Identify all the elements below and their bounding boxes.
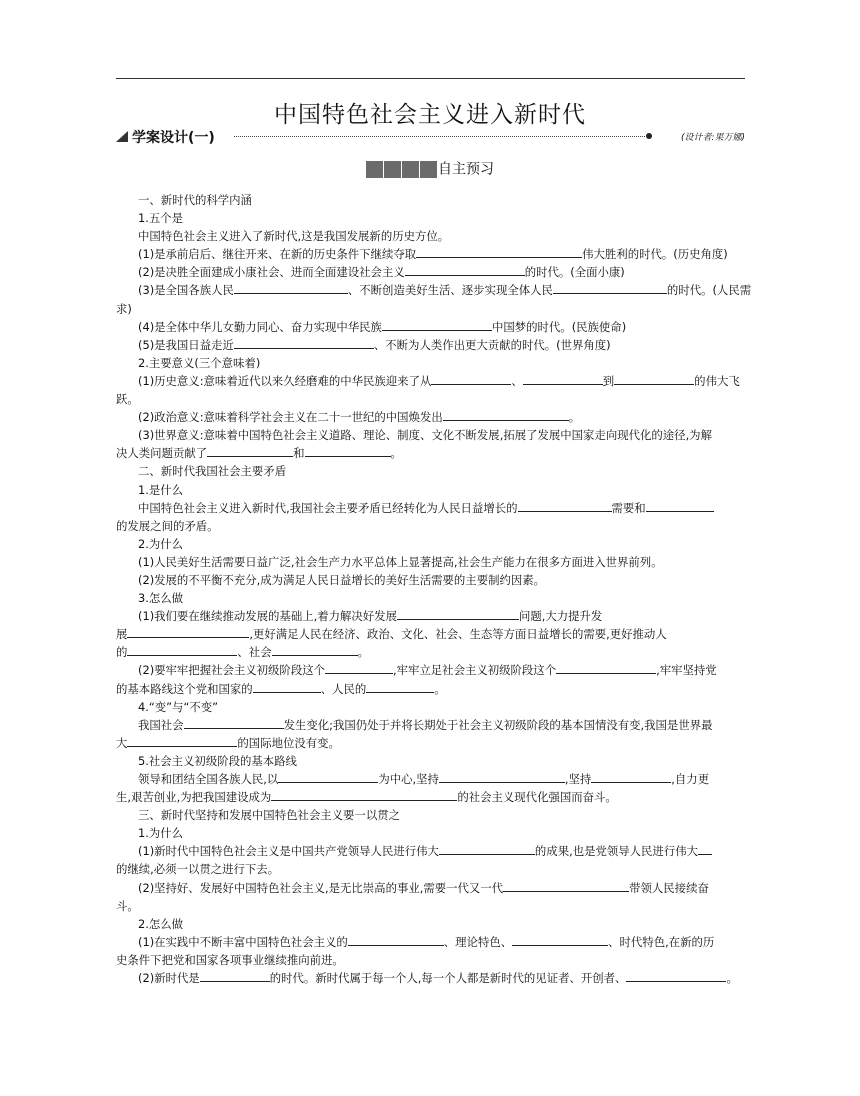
section-header-bar <box>116 128 745 146</box>
text-line <box>116 354 745 372</box>
answer-blank[interactable] <box>305 446 391 457</box>
line-text: 、不断为人类作出更大贡献的时代。(世界角度) <box>373 337 611 352</box>
answer-blank[interactable] <box>253 682 321 693</box>
line-text: 的基本路线这个党和国家的 <box>116 681 253 696</box>
text-line <box>116 879 745 897</box>
line-text: 二、新时代我国社会主要矛盾 <box>138 464 287 479</box>
line-text: 三、新时代坚持和发展中国特色社会主义要一以贯之 <box>138 808 400 823</box>
dot-end-icon <box>646 133 652 139</box>
block-icons <box>366 159 438 178</box>
line-text: (1)历史意义:意味着近代以来久经磨难的中华民族迎来了从 <box>138 373 432 388</box>
answer-blank[interactable] <box>518 501 612 512</box>
answer-blank[interactable] <box>278 772 378 783</box>
text-line <box>116 716 745 734</box>
text-line <box>116 318 745 336</box>
line-text: 的成果,也是党领导人民进行伟大 <box>534 844 698 859</box>
text-line <box>116 462 745 480</box>
text-line <box>116 227 745 245</box>
answer-blank[interactable] <box>271 790 457 801</box>
answer-blank[interactable] <box>553 283 667 294</box>
text-line <box>116 824 745 842</box>
answer-blank[interactable] <box>439 844 535 855</box>
answer-blank[interactable] <box>207 446 293 457</box>
answer-blank[interactable] <box>127 736 237 747</box>
text-line <box>116 806 745 824</box>
text-line <box>116 788 745 806</box>
top-rule <box>116 78 745 79</box>
line-text: ,自力更 <box>671 772 710 786</box>
text-line <box>116 426 745 444</box>
line-text: (2)要牢牢把握社会主义初级阶段这个 <box>138 663 325 678</box>
line-text: (1)新时代中国特色社会主义是中国共产党领导人民进行伟大 <box>138 844 439 859</box>
answer-blank[interactable] <box>272 645 358 656</box>
line-text: 中国特色社会主义进入新时代,我国社会主要矛盾已经转化为人民日益增长的 <box>138 500 518 515</box>
dotted-divider <box>234 136 645 137</box>
answer-blank[interactable] <box>382 320 492 331</box>
line-text: 的社会主义现代化强国而奋斗。 <box>457 790 617 805</box>
line-text: ,更好满足人民在经济、政治、文化、社会、生态等方面日益增长的需要,更好推动人 <box>249 627 667 642</box>
line-text: 。 <box>390 446 402 461</box>
line-text: (2)政治意义:意味着科学社会主义在二十一世纪的中国焕发出 <box>138 410 443 425</box>
line-text: 的时代。(全面小康) <box>524 265 625 280</box>
line-text: (3)是全国各族人民 <box>138 283 234 298</box>
line-text: 的时代。(人民需 <box>666 283 752 298</box>
text-line <box>116 625 745 643</box>
line-text: 、人民的 <box>320 681 367 696</box>
answer-blank[interactable] <box>348 935 444 946</box>
line-text: ,牢牢立足社会主义初级阶段这个 <box>393 663 557 678</box>
text-line <box>116 680 745 698</box>
line-text: 、理论特色、 <box>443 934 513 949</box>
text-line <box>116 209 745 227</box>
answer-blank[interactable] <box>439 772 565 783</box>
line-text: 伟大胜利的时代。(历史角度) <box>582 247 728 262</box>
line-text: 、时代特色,在新的历 <box>608 934 715 949</box>
line-text: 的发展之间的矛盾。 <box>116 518 219 533</box>
answer-blank[interactable] <box>591 772 671 783</box>
answer-blank[interactable] <box>397 609 519 620</box>
text-line <box>116 915 745 933</box>
text-line <box>116 734 745 752</box>
text-line <box>116 535 745 553</box>
text-line <box>116 390 745 408</box>
line-text: 史条件下把党和国家各项事业继续推向前进。 <box>116 952 344 967</box>
line-text: 中国特色社会主义进入了新时代,这是我国发展新的历史方位。 <box>138 229 450 244</box>
line-text: (1)我们要在继续推动发展的基础上,着力解决好发展 <box>138 609 397 624</box>
answer-blank[interactable] <box>366 682 434 693</box>
text-line <box>116 698 745 716</box>
text-line <box>116 752 745 770</box>
text-line <box>116 281 752 299</box>
answer-blank[interactable] <box>614 374 694 385</box>
line-text: 带领人民接续奋 <box>629 880 709 895</box>
answer-blank[interactable] <box>127 645 237 656</box>
answer-blank[interactable] <box>234 283 348 294</box>
line-text: 的国际地位没有变。 <box>237 735 340 750</box>
text-line <box>116 517 745 535</box>
line-text: 到 <box>602 373 615 388</box>
answer-blank[interactable] <box>405 265 525 276</box>
line-text: 求) <box>116 301 132 316</box>
answer-blank[interactable] <box>646 501 714 512</box>
line-text: (1)在实践中不断丰富中国特色社会主义的 <box>138 934 348 949</box>
line-text: 的时代。新时代属于每一个人,每一个人都是新时代的见证者、开创者、 <box>269 971 627 986</box>
answer-blank[interactable] <box>416 247 582 258</box>
line-text: 2.主要意义(三个意味着) <box>138 355 261 370</box>
text-line <box>116 263 745 281</box>
text-line <box>116 842 745 860</box>
line-text: 。 <box>568 410 581 425</box>
text-line <box>116 643 745 661</box>
line-text: (2)坚持好、发展好中国特色社会主义,是无比崇高的事业,需要一代又一代 <box>138 880 504 895</box>
page-title: 中国特色社会主义进入新时代 <box>274 102 586 128</box>
line-text: 斗。 <box>116 898 139 913</box>
answer-blank[interactable] <box>200 971 270 982</box>
line-text: 为中心,坚持 <box>378 772 439 786</box>
text-line <box>116 571 745 589</box>
answer-blank[interactable] <box>184 718 284 729</box>
header-label: 学案设计(一) <box>132 130 215 146</box>
line-text: 1.五个是 <box>138 211 184 226</box>
line-text: 、不断创造美好生活、逐步实现全体人民 <box>347 283 553 298</box>
line-text: 2.怎么做 <box>138 916 184 931</box>
triangle-icon <box>116 131 128 142</box>
answer-blank[interactable] <box>234 338 374 349</box>
answer-blank[interactable] <box>523 374 603 385</box>
line-text: 5.社会主义初级阶段的基本路线 <box>138 753 297 768</box>
line-text: (5)是我国日益走近 <box>138 337 234 352</box>
line-text: (4)是全体中华儿女勤力同心、奋力实现中华民族 <box>138 319 382 334</box>
answer-blank[interactable] <box>512 935 608 946</box>
text-line <box>116 245 745 263</box>
line-text: 和 <box>293 446 305 461</box>
line-text: 中国梦的时代。(民族使命) <box>491 319 627 334</box>
line-text: 、社会 <box>237 645 272 660</box>
line-text: (2)是决胜全面建成小康社会、进而全面建设社会主义 <box>138 265 405 280</box>
line-text: 发生变化;我国仍处于并将长期处于社会主义初级阶段的基本国情没有变,我国是世界最 <box>283 717 713 732</box>
line-text: (2)发展的不平衡不充分,成为满足人民日益增长的美好生活需要的主要制约因素。 <box>138 572 546 587</box>
line-text: 3.怎么做 <box>138 591 184 606</box>
text-line <box>116 444 745 462</box>
text-line <box>116 607 745 625</box>
line-text: 我国社会 <box>138 717 184 732</box>
answer-blank[interactable] <box>626 971 726 982</box>
line-text: ,坚持 <box>564 772 592 786</box>
answer-blank[interactable] <box>431 374 511 385</box>
text-line <box>116 300 745 318</box>
line-text: 跃。 <box>116 392 139 407</box>
text-line <box>116 191 745 209</box>
text-line <box>116 933 745 951</box>
line-text: ,牢牢坚持党 <box>656 663 717 678</box>
text-line <box>116 661 745 679</box>
line-text: 领导和团结全国各族人民,以 <box>138 772 279 786</box>
line-text: 大 <box>116 735 128 750</box>
line-text: 、 <box>511 373 523 388</box>
text-line <box>116 481 745 499</box>
text-line <box>116 553 745 571</box>
line-text: 决人类问题贡献了 <box>116 446 208 461</box>
answer-blank[interactable] <box>443 410 569 421</box>
answer-blank[interactable] <box>127 627 249 638</box>
line-text: (1)是承前启后、继往开来、在新的历史条件下继续夺取 <box>138 247 417 262</box>
text-line <box>116 499 745 517</box>
text-line <box>116 969 745 987</box>
line-text: 的 <box>116 645 128 660</box>
worksheet-body <box>116 191 752 987</box>
line-text: 。 <box>357 645 369 660</box>
answer-blank[interactable] <box>556 663 656 674</box>
line-text: 4.“变”与“不变” <box>138 699 219 714</box>
line-text: 一、新时代的科学内涵 <box>138 193 252 207</box>
text-line <box>116 951 745 969</box>
section-label: 自主预习 <box>438 161 494 178</box>
line-text: 的继续,必须一以贯之进行下去。 <box>116 862 280 877</box>
line-text: 的伟大飞 <box>694 373 740 388</box>
line-text: 。 <box>726 971 738 986</box>
line-text: (1)人民美好生活需要日益广泛,社会生产力水平总体上显著提高,社会生产能力在很多方面进入世界前列。 <box>138 554 663 569</box>
text-line <box>116 589 745 607</box>
text-line <box>116 408 745 426</box>
section-heading <box>0 158 860 179</box>
line-text: 。 <box>434 681 446 696</box>
answer-blank[interactable] <box>503 881 629 892</box>
text-line <box>116 336 745 354</box>
line-text: 1.是什么 <box>138 482 184 497</box>
line-text: 生,艰苦创业,为把我国建设成为 <box>116 790 272 805</box>
text-line <box>116 372 745 390</box>
answer-blank[interactable] <box>698 844 712 855</box>
text-line <box>116 860 745 878</box>
text-line <box>116 770 745 788</box>
answer-blank[interactable] <box>325 663 393 674</box>
text-line <box>116 897 745 915</box>
line-text: 展 <box>116 627 128 642</box>
line-text: (2)新时代是 <box>138 971 200 986</box>
line-text: 2.为什么 <box>138 536 184 551</box>
line-text: 需要和 <box>611 500 646 515</box>
line-text: 问题,大力提升发 <box>518 609 603 624</box>
line-text: (3)世界意义:意味着中国特色社会主义道路、理论、制度、文化不断发展,拓展了发展中国家走向现代化的途径,为解 <box>138 428 712 443</box>
designer-note: (设计者:果万娜) <box>680 133 745 143</box>
line-text: 1.为什么 <box>138 826 184 841</box>
